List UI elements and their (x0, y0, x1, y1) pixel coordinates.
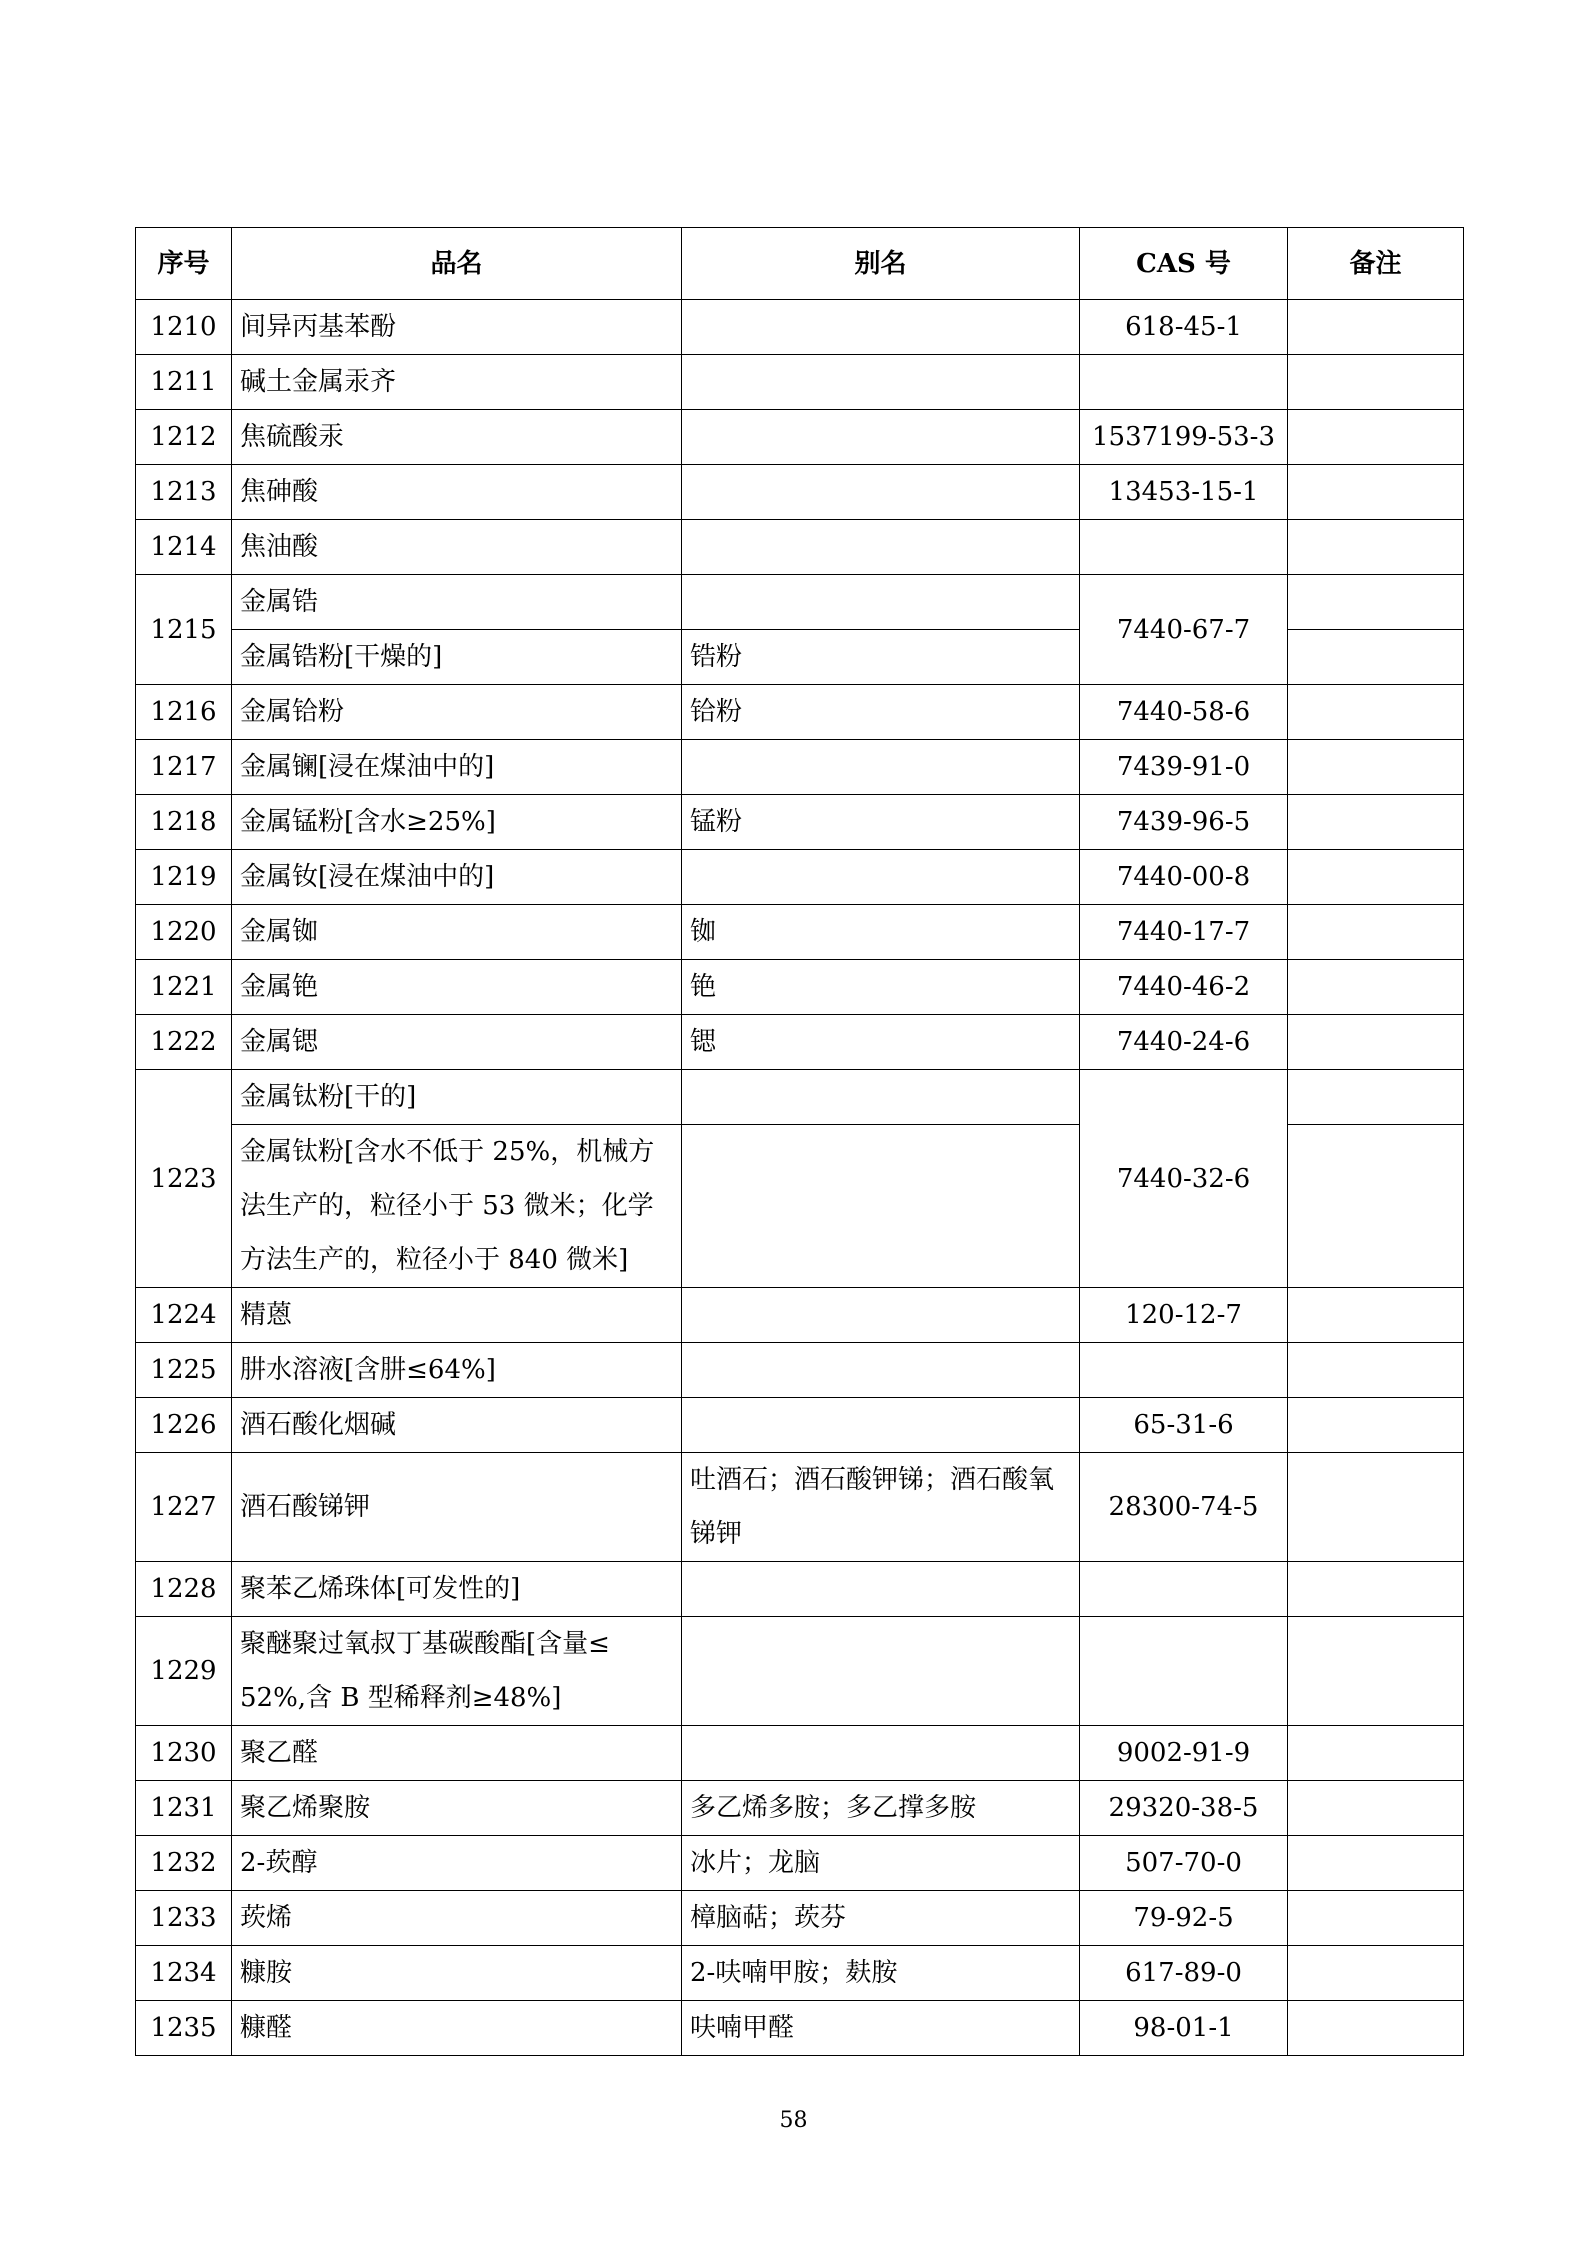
row-alias (682, 355, 1080, 410)
row-cas (1080, 1562, 1288, 1617)
row-name-line: 方法生产的，粒径小于 840 微米] (240, 1245, 629, 1275)
row-cas: 7440-00-8 (1080, 850, 1288, 905)
row-name: 金属锆粉[干燥的] (232, 630, 682, 685)
row-cas: 7440-24-6 (1080, 1015, 1288, 1070)
row-cas: 65-31-6 (1080, 1398, 1288, 1453)
row-name: 焦硫酸汞 (232, 410, 682, 465)
row-seq: 1233 (136, 1891, 232, 1946)
row-name: 肼水溶液[含肼≤64%] (232, 1343, 682, 1398)
row-seq: 1225 (136, 1343, 232, 1398)
row-alias (682, 1398, 1080, 1453)
row-cas: 1537199-53-3 (1080, 410, 1288, 465)
row-note (1288, 1070, 1464, 1125)
chemical-list-table (135, 227, 1464, 2056)
row-name: 聚乙烯聚胺 (232, 1781, 682, 1836)
header-alias: 别名 (682, 228, 1080, 300)
row-alias: 多乙烯多胺；多乙撑多胺 (682, 1781, 1080, 1836)
table-row (136, 905, 1464, 960)
row-cas (1080, 1343, 1288, 1398)
row-note (1288, 740, 1464, 795)
row-note (1288, 1726, 1464, 1781)
row-alias: 铷 (682, 905, 1080, 960)
table-row (136, 960, 1464, 1015)
row-seq: 1232 (136, 1836, 232, 1891)
row-name: 碱土金属汞齐 (232, 355, 682, 410)
table-row (136, 795, 1464, 850)
table-row (136, 1070, 1464, 1125)
row-note (1288, 685, 1464, 740)
row-alias (682, 520, 1080, 575)
row-seq: 1215 (136, 575, 232, 685)
row-seq: 1235 (136, 2001, 232, 2056)
table-row (136, 520, 1464, 575)
row-note (1288, 1617, 1464, 1726)
row-cas (1080, 520, 1288, 575)
row-note (1288, 1125, 1464, 1288)
row-alias (682, 1288, 1080, 1343)
row-name: 金属锶 (232, 1015, 682, 1070)
table-row (136, 2001, 1464, 2056)
row-note (1288, 1398, 1464, 1453)
table-row (136, 1343, 1464, 1398)
row-cas (1080, 355, 1288, 410)
table-row (136, 355, 1464, 410)
header-seq: 序号 (136, 228, 232, 300)
row-alias: 樟脑萜；莰芬 (682, 1891, 1080, 1946)
row-name: 焦砷酸 (232, 465, 682, 520)
row-cas: 120-12-7 (1080, 1288, 1288, 1343)
row-note (1288, 1891, 1464, 1946)
row-name: 金属铷 (232, 905, 682, 960)
row-cas: 7439-91-0 (1080, 740, 1288, 795)
row-seq: 1227 (136, 1453, 232, 1562)
row-note (1288, 850, 1464, 905)
row-note (1288, 630, 1464, 685)
row-cas: 28300-74-5 (1080, 1453, 1288, 1562)
row-alias (682, 1070, 1080, 1125)
row-seq: 1226 (136, 1398, 232, 1453)
table-row (136, 685, 1464, 740)
row-alias (682, 1125, 1080, 1288)
row-note (1288, 795, 1464, 850)
row-name: 金属镧[浸在煤油中的] (232, 740, 682, 795)
table-row (136, 1781, 1464, 1836)
row-alias: 2-呋喃甲胺；麸胺 (682, 1946, 1080, 2001)
row-name: 酒石酸锑钾 (232, 1453, 682, 1562)
row-name: 酒石酸化烟碱 (232, 1398, 682, 1453)
table-row (136, 1015, 1464, 1070)
row-alias (682, 740, 1080, 795)
row-alias: 锆粉 (682, 630, 1080, 685)
table-row (136, 1891, 1464, 1946)
row-alias (682, 410, 1080, 465)
row-note (1288, 1015, 1464, 1070)
table-row (136, 740, 1464, 795)
row-name: 金属铯 (232, 960, 682, 1015)
row-seq: 1213 (136, 465, 232, 520)
row-cas: 79-92-5 (1080, 1891, 1288, 1946)
row-name: 糠胺 (232, 1946, 682, 2001)
table-row (136, 465, 1464, 520)
header-note: 备注 (1288, 228, 1464, 300)
row-seq: 1218 (136, 795, 232, 850)
row-cas: 13453-15-1 (1080, 465, 1288, 520)
row-alias: 铪粉 (682, 685, 1080, 740)
table-row (136, 410, 1464, 465)
row-note (1288, 2001, 1464, 2056)
table-row (136, 1836, 1464, 1891)
row-name-line: 聚醚聚过氧叔丁基碳酸酯[含量≤ (240, 1629, 610, 1659)
table-row (136, 1288, 1464, 1343)
row-seq: 1210 (136, 300, 232, 355)
row-name: 精蒽 (232, 1288, 682, 1343)
row-note (1288, 410, 1464, 465)
row-cas: 7440-67-7 (1080, 575, 1288, 685)
row-alias (682, 1343, 1080, 1398)
table-header-row (136, 228, 1464, 300)
row-note (1288, 1453, 1464, 1562)
row-seq: 1229 (136, 1617, 232, 1726)
table-row (136, 1398, 1464, 1453)
row-alias: 铯 (682, 960, 1080, 1015)
table-row (136, 850, 1464, 905)
page-number: 58 (779, 2108, 808, 2133)
row-note (1288, 355, 1464, 410)
row-seq: 1234 (136, 1946, 232, 2001)
row-alias: 锶 (682, 1015, 1080, 1070)
row-cas: 7440-32-6 (1080, 1070, 1288, 1288)
row-note (1288, 905, 1464, 960)
row-seq: 1223 (136, 1070, 232, 1288)
row-alias (682, 575, 1080, 630)
row-alias (682, 465, 1080, 520)
row-cas: 98-01-1 (1080, 2001, 1288, 2056)
row-note (1288, 520, 1464, 575)
row-name: 莰烯 (232, 1891, 682, 1946)
row-name (232, 1617, 682, 1726)
row-alias (682, 1562, 1080, 1617)
row-alias (682, 1617, 1080, 1726)
row-seq: 1231 (136, 1781, 232, 1836)
header-cas: CAS 号 (1080, 228, 1288, 300)
table-row (136, 1453, 1464, 1562)
row-seq: 1219 (136, 850, 232, 905)
row-seq: 1220 (136, 905, 232, 960)
row-note (1288, 1836, 1464, 1891)
table-row (136, 1946, 1464, 2001)
row-note (1288, 1781, 1464, 1836)
row-name: 聚乙醛 (232, 1726, 682, 1781)
row-seq: 1230 (136, 1726, 232, 1781)
row-alias: 呋喃甲醛 (682, 2001, 1080, 2056)
row-note (1288, 300, 1464, 355)
row-alias (682, 1453, 1080, 1562)
table-row (136, 1726, 1464, 1781)
row-seq: 1211 (136, 355, 232, 410)
row-cas: 29320-38-5 (1080, 1781, 1288, 1836)
table-row (136, 1562, 1464, 1617)
row-seq: 1224 (136, 1288, 232, 1343)
row-cas: 617-89-0 (1080, 1946, 1288, 2001)
row-cas (1080, 1617, 1288, 1726)
row-alias (682, 850, 1080, 905)
row-cas: 7440-58-6 (1080, 685, 1288, 740)
table-row (136, 300, 1464, 355)
row-name: 金属钕[浸在煤油中的] (232, 850, 682, 905)
row-seq: 1216 (136, 685, 232, 740)
row-alias-line: 吐酒石；酒石酸钾锑；酒石酸氧 (690, 1465, 1055, 1495)
row-name: 糠醛 (232, 2001, 682, 2056)
row-note (1288, 1946, 1464, 2001)
row-alias (682, 1726, 1080, 1781)
row-cas: 9002-91-9 (1080, 1726, 1288, 1781)
row-alias (682, 300, 1080, 355)
row-seq: 1217 (136, 740, 232, 795)
row-note (1288, 1288, 1464, 1343)
table-row (136, 575, 1464, 630)
row-alias-line: 锑钾 (690, 1519, 743, 1549)
row-name: 聚苯乙烯珠体[可发性的] (232, 1562, 682, 1617)
row-note (1288, 1562, 1464, 1617)
table-row (136, 1617, 1464, 1726)
row-name: 金属铪粉 (232, 685, 682, 740)
row-cas: 7439-96-5 (1080, 795, 1288, 850)
row-seq: 1214 (136, 520, 232, 575)
row-name-line: 法生产的，粒径小于 53 微米；化学 (240, 1191, 654, 1221)
header-name: 品名 (232, 228, 682, 300)
row-name (232, 1125, 682, 1288)
row-note (1288, 575, 1464, 630)
row-seq: 1228 (136, 1562, 232, 1617)
row-cas: 507-70-0 (1080, 1836, 1288, 1891)
row-seq: 1221 (136, 960, 232, 1015)
row-seq: 1212 (136, 410, 232, 465)
row-note (1288, 960, 1464, 1015)
row-name: 间异丙基苯酚 (232, 300, 682, 355)
row-name: 金属锆 (232, 575, 682, 630)
row-cas: 618-45-1 (1080, 300, 1288, 355)
row-name: 金属钛粉[干的] (232, 1070, 682, 1125)
row-alias: 锰粉 (682, 795, 1080, 850)
row-name: 2-莰醇 (232, 1836, 682, 1891)
row-note (1288, 1343, 1464, 1398)
row-note (1288, 465, 1464, 520)
row-name: 焦油酸 (232, 520, 682, 575)
row-cas: 7440-17-7 (1080, 905, 1288, 960)
row-cas: 7440-46-2 (1080, 960, 1288, 1015)
row-alias: 冰片；龙脑 (682, 1836, 1080, 1891)
row-seq: 1222 (136, 1015, 232, 1070)
row-name-line: 52%,含 B 型稀释剂≥48%] (240, 1683, 562, 1713)
row-name-line: 金属钛粉[含水不低于 25%，机械方 (240, 1137, 655, 1167)
row-name: 金属锰粉[含水≥25%] (232, 795, 682, 850)
